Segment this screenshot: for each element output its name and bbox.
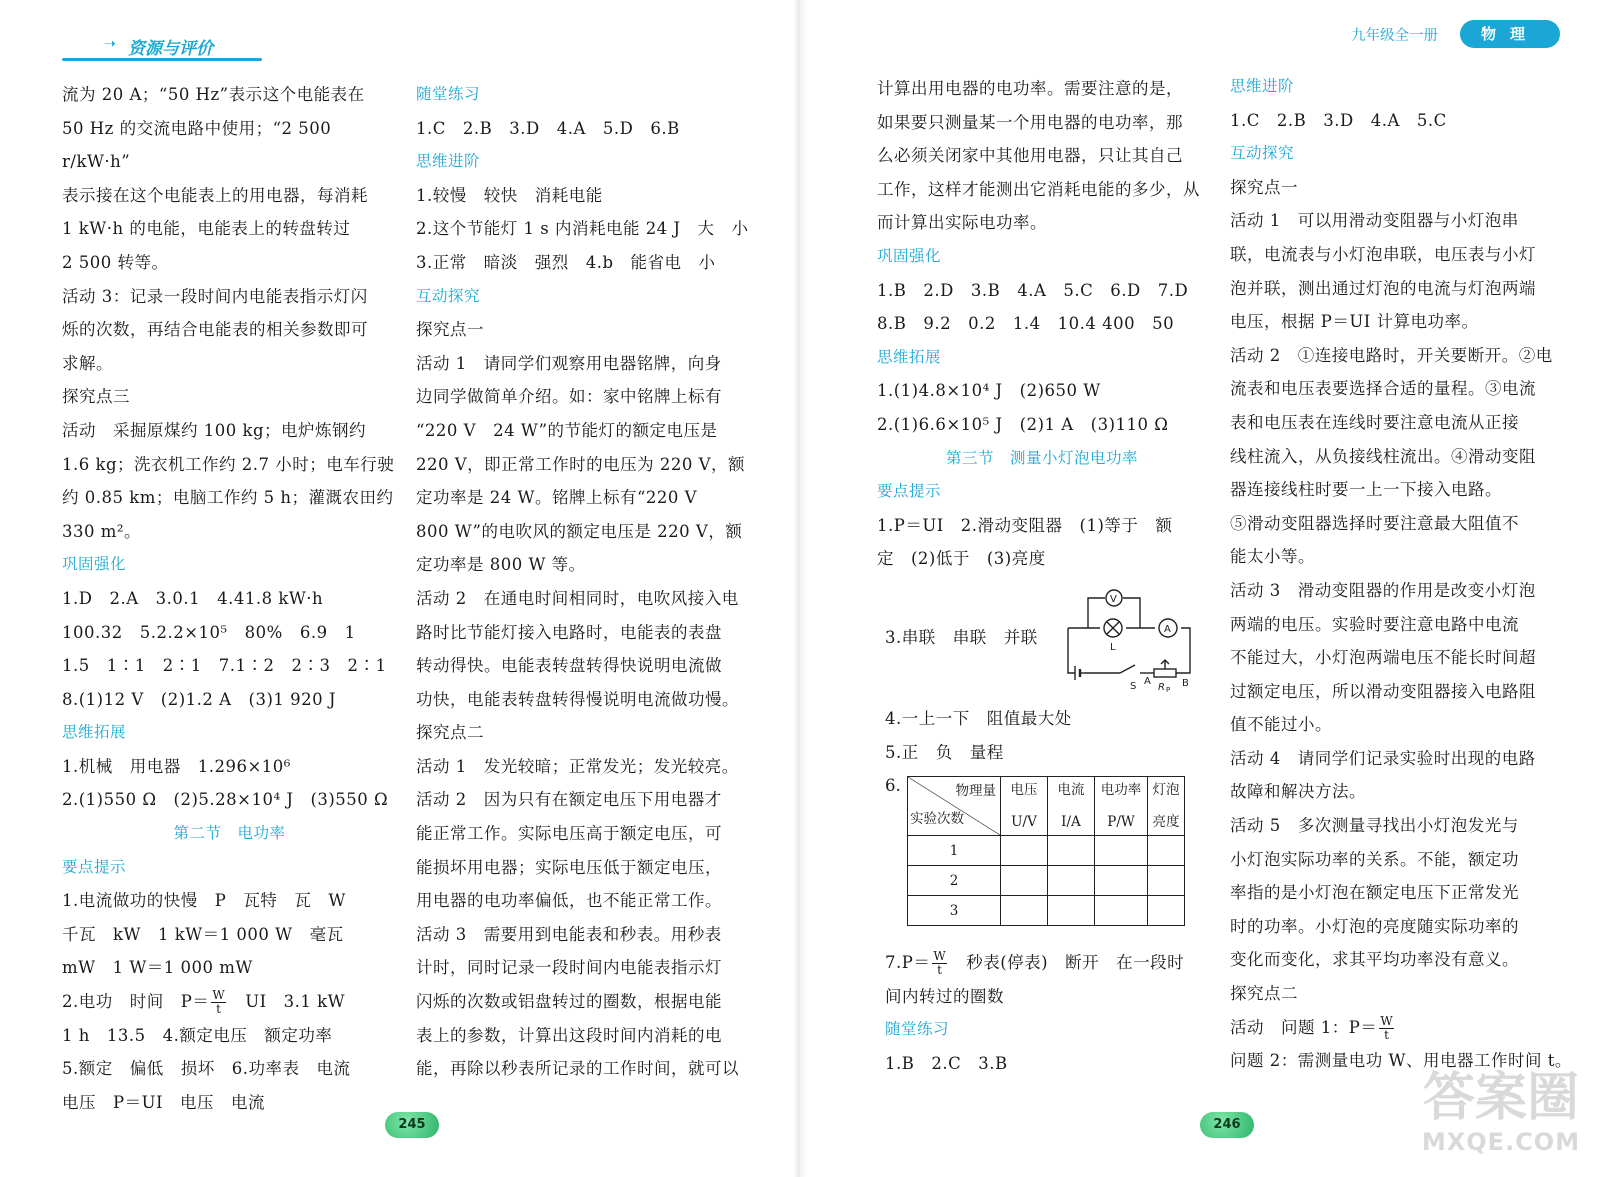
section-heading: 思维进阶 <box>1230 77 1295 95</box>
section-heading: 互动探究 <box>1230 144 1295 163</box>
text-line: 活动 4 请同学们记录实验时出现的电路 <box>1230 748 1536 768</box>
text-line: 活动 2 在通电时间相同时，电吹风接入电 <box>416 588 739 608</box>
text-line: 约 0.85 km；电脑工作约 5 h；灌溉农田约 <box>62 488 394 508</box>
text-line: 探究点二 <box>1230 984 1298 1004</box>
section-heading: 思维进阶 <box>416 152 481 171</box>
text-line: 探究点二 <box>416 723 484 743</box>
text-line: 表示接在这个电能表上的用电器，每消耗 <box>62 185 368 205</box>
table-row: 3 <box>908 896 1185 926</box>
section-heading: 要点提示 <box>877 482 942 501</box>
text-line: 转动得快。电能表转盘转得快说明电流做 <box>416 656 722 676</box>
grade-label: 九年级全一册 <box>1351 28 1438 44</box>
text-line: 能损坏用电器；实际电压低于额定电压， <box>416 857 722 877</box>
text-line: 1.(1)4.8×10⁴ J (2)650 W <box>877 381 1101 401</box>
table-header-cell: 灯泡 亮度 <box>1148 777 1185 836</box>
text-line: 8.(1)12 V (2)1.2 A (3)1 920 J <box>62 689 337 709</box>
text-line: 探究点一 <box>1230 177 1298 197</box>
text-line: 如果要只测量某一个用电器的电功率，那 <box>877 112 1183 132</box>
text-line: 故障和解决方法。 <box>1230 782 1366 802</box>
text-line: 1.电流做功的快慢 P 瓦特 瓦 W <box>62 891 346 911</box>
text-line: 活动 问题 1：P＝ $\frac{W}{t}$ <box>1230 1013 1394 1042</box>
text-line: 活动 1 请同学们观察用电器铭牌，向身 <box>416 353 722 373</box>
text-line: 1.D 2.A 3.0.1 4.41.8 kW·h <box>62 588 324 608</box>
text-line: 活动 采掘原煤约 100 kg；电炉炼钢约 <box>62 420 367 440</box>
circuit-label-s: S <box>1130 681 1137 692</box>
text-line: 能，再除以秒表所记录的工作时间，就可以 <box>416 1059 739 1079</box>
right-column-1-top <box>877 72 1207 576</box>
rheostat-body <box>1154 669 1176 677</box>
table-row: 2 <box>908 866 1185 896</box>
text-line: 千瓦 kW 1 kW＝1 000 W 毫瓦 <box>62 924 344 944</box>
fraction: $\frac{W}{t}$ <box>212 988 226 1017</box>
text-line: 活动 3：记录一段时间内电能表指示灯闪 <box>62 286 368 306</box>
left-page <box>0 0 795 1177</box>
table-item-number: 6. <box>885 776 901 795</box>
text-line: 1.B 2.C 3.B <box>885 1053 1008 1073</box>
text-line: 电压，根据 P＝UI 计算电功率。 <box>1230 312 1479 332</box>
section-heading: 随堂练习 <box>416 85 481 103</box>
text-line: 时的功率。小灯泡的亮度随实际功率的 <box>1230 916 1519 936</box>
circuit-diagram <box>1060 588 1200 692</box>
text-line: 器连接线柱时要一上一下接入电路。 <box>1230 480 1502 500</box>
page-number-right: 246 <box>1200 1112 1254 1138</box>
subject-badge: 物理 <box>1460 20 1560 48</box>
wire-volt-right <box>1123 598 1140 628</box>
data-table-question <box>885 776 1215 936</box>
wire-left <box>1068 628 1075 673</box>
fraction: $\frac{W}{t}$ <box>933 949 947 977</box>
text-line: 活动 2 ①连接电路时，开关要断开。②电 <box>1230 345 1553 365</box>
text-line: 表上的参数，计算出这段时间内消耗的电 <box>416 1025 722 1045</box>
text-line: 1.较慢 较快 消耗电能 <box>416 185 603 205</box>
text-line: 2.电功 时间 P＝ $\frac{W}{t}$ UI 3.1 kW <box>62 988 346 1017</box>
text-line: 两端的电压。实验时要注意电路中电流 <box>1230 614 1519 634</box>
table-header-cell: 电功率 P/W <box>1095 777 1148 836</box>
text-line: 功快，电能表转盘转得慢说明电流做功慢。 <box>416 689 739 709</box>
left-column-2 <box>416 78 756 1086</box>
text-line: 电压 P＝UI 电压 电流 <box>62 1092 266 1112</box>
text-line: 1.机械 用电器 1.296×10⁶ <box>62 756 291 776</box>
right-column-1-mid <box>885 702 1215 769</box>
section-heading: 互动探究 <box>416 286 481 305</box>
text-line: 5.正 负 量程 <box>885 742 1004 762</box>
text-line: 表和电压表在连线时要注意电流从正接 <box>1230 412 1519 432</box>
right-page <box>805 0 1600 1177</box>
text-line: 探究点一 <box>416 320 484 340</box>
text-line: 3.正常 暗淡 强烈 4.b 能省电 小 <box>416 252 716 272</box>
diag-bottom-label: 实验次数 <box>910 811 964 827</box>
text-line: 而计算出实际电功率。 <box>877 213 1047 233</box>
text-line: 2.(1)6.6×10⁵ J (2)1 A (3)110 Ω <box>877 414 1169 434</box>
text-line: 用电器的电功率偏低，也不能正常工作。 <box>416 891 722 911</box>
diag-top-label: 物理量 <box>955 783 996 799</box>
left-column-1 <box>62 78 397 1119</box>
text-line: 闪烁的次数或铝盘转过的圈数，根据电能 <box>416 992 722 1012</box>
text-line: 定功率是 24 W。铭牌上标有“220 V <box>416 488 698 508</box>
text-line: 5.额定 偏低 损坏 6.功率表 电流 <box>62 1059 351 1079</box>
section-heading: 思维拓展 <box>62 723 127 742</box>
switch-blade <box>1120 665 1135 673</box>
section-heading: 随堂练习 <box>885 1020 950 1039</box>
text-line: 路时比节能灯接入电路时，电能表的表盘 <box>416 622 722 642</box>
text-line: 联，电流表与小灯泡串联，电压表与小灯 <box>1230 244 1536 264</box>
circuit-label-rp-sub: P <box>1166 686 1171 692</box>
text-line: 探究点三 <box>62 387 130 407</box>
text-line: 活动 5 多次测量寻找出小灯泡发光与 <box>1230 816 1519 836</box>
fraction: $\frac{W}{t}$ <box>1380 1013 1394 1042</box>
text-line: 求解。 <box>62 353 113 373</box>
text-line: 流表和电压表要选择合适的量程。③电流 <box>1230 379 1536 399</box>
text-line: 330 m²。 <box>62 521 141 541</box>
circuit-label-a: A <box>1164 624 1171 635</box>
text-line: 1.B 2.D 3.B 4.A 5.C 6.D 7.D <box>877 280 1189 300</box>
text-line: 线柱流入，从负接线柱流出。④滑动变阻 <box>1230 446 1536 466</box>
section-heading: 巩固强化 <box>877 246 942 265</box>
text-line: 计时，同时记录一段时间内电能表指示灯 <box>416 958 722 978</box>
text-line: 2.这个节能灯 1 s 内消耗电能 24 J 大 小 <box>416 219 749 239</box>
text-line: 活动 2 因为只有在额定电压下用电器才 <box>416 790 722 810</box>
table-row: 1 <box>908 836 1185 866</box>
text-line: 活动 1 可以用滑动变阻器与小灯泡串 <box>1230 211 1519 231</box>
wire-volt-left <box>1088 598 1105 628</box>
header-left <box>62 34 272 64</box>
text-line: 50 Hz 的交流电路中使用；“2 500 r/kW·h” <box>62 118 337 172</box>
text-line: 定 (2)低于 (3)亮度 <box>877 549 1046 569</box>
text-line: 计算出用电器的电功率。需要注意的是， <box>877 79 1183 98</box>
book-series-title: 资源与评价 <box>128 39 213 59</box>
text-line: 问题 2：需测量电功 W、用电器工作时间 t。 <box>1230 1051 1572 1071</box>
text-line: 率指的是小灯泡在额定电压下正常发光 <box>1230 883 1519 903</box>
chapter-heading: 第三节 测量小灯泡电功率 <box>945 448 1138 467</box>
table-header-cell: 电压 U/V <box>1001 777 1048 836</box>
text-line: 1.C 2.B 3.D 4.A 5.D 6.B <box>416 118 680 138</box>
text-line: 么必须关闭家中其他用电器，只让其自己 <box>877 146 1183 166</box>
text-line: 1 kW·h 的电能，电能表上的转盘转过 <box>62 219 351 239</box>
text-line: 泡并联，测出通过灯泡的电流与灯泡两端 <box>1230 278 1536 298</box>
text-line: 220 V，即正常工作时的电压为 220 V，额 <box>416 454 746 474</box>
circuit-label-b: B <box>1182 678 1189 689</box>
circuit-question <box>885 588 1215 698</box>
text-line: 定功率是 800 W 等。 <box>416 555 586 575</box>
circuit-label-v: V <box>1110 594 1117 605</box>
measurement-table <box>907 776 1185 926</box>
text-line: 小灯泡实际功率的关系。不能，额定功 <box>1230 849 1519 869</box>
section-heading: 要点提示 <box>62 857 127 876</box>
text-line: 能正常工作。实际电压高于额定电压，可 <box>416 824 722 844</box>
circuit-label-rp: R <box>1158 682 1165 692</box>
right-column-1-bottom <box>885 946 1215 1080</box>
text-line: 2 500 转等。 <box>62 252 169 272</box>
text-line: 值不能过小。 <box>1230 715 1332 735</box>
table-diag-header <box>908 777 1001 836</box>
circuit-label-sa: A <box>1144 676 1151 687</box>
text-line: mW 1 W＝1 000 mW <box>62 958 253 978</box>
section-heading: 思维拓展 <box>877 347 942 366</box>
text-line: 1.5 1∶1 2∶1 7.1∶2 2∶3 2∶1 <box>62 656 387 676</box>
circuit-answer-text: 3.串联 串联 并联 <box>885 628 1038 647</box>
text-line: 流为 20 A；“50 Hz”表示这个电能表在 <box>62 85 365 104</box>
text-line: ⑤滑动变阻器选择时要注意最大阻值不 <box>1230 513 1519 533</box>
text-line: 100.32 5.2.2×10⁵ 80% 6.9 1 <box>62 622 356 642</box>
text-line: 过额定电压，所以滑动变阻器接入电路阻 <box>1230 681 1536 701</box>
right-column-2 <box>1230 70 1580 1078</box>
text-line: 烁的次数，再结合电能表的相关参数即可 <box>62 320 368 340</box>
text-line: 变化而变化，求其平均功率没有意义。 <box>1230 950 1519 970</box>
text-line: 活动 1 发光较暗；正常发光；发光较亮。 <box>416 756 739 776</box>
text-line: 800 W”的电吹风的额定电压是 220 V，额 <box>416 521 743 541</box>
text-line: 间内转过的圈数 <box>885 986 1004 1006</box>
text-line: “220 V 24 W”的节能灯的额定电压是 <box>416 420 718 440</box>
text-line: 活动 3 滑动变阻器的作用是改变小灯泡 <box>1230 580 1536 600</box>
text-line: 2.(1)550 Ω (2)5.28×10⁴ J (3)550 Ω <box>62 790 389 810</box>
text-line: 1.6 kg；洗衣机工作约 2.7 小时；电车行驶 <box>62 454 395 474</box>
text-line: 活动 3 需要用到电能表和秒表。用秒表 <box>416 924 722 944</box>
text-line: 不能过大，小灯泡两端电压不能长时间超 <box>1230 648 1536 668</box>
circuit-label-l: L <box>1110 642 1116 653</box>
arrow-icon: ➝ <box>104 36 116 52</box>
chapter-heading: 第二节 电功率 <box>173 824 286 843</box>
text-line: 1 h 13.5 4.额定电压 额定功率 <box>62 1025 333 1045</box>
table-header-cell: 电流 I/A <box>1048 777 1095 836</box>
page-number-left: 245 <box>385 1112 439 1138</box>
text-line: 7.P＝ $\frac{W}{t}$ 秒表(停表) 断开 在一段时 <box>885 949 1185 977</box>
text-line: 1.C 2.B 3.D 4.A 5.C <box>1230 110 1447 130</box>
text-line: 4.一上一下 阻值最大处 <box>885 709 1072 728</box>
section-heading: 巩固强化 <box>62 555 127 574</box>
site-watermark: 答案圈 MXQE.COM <box>1421 1068 1581 1156</box>
text-line: 边同学做简单介绍。如：家中铭牌上标有 <box>416 387 722 407</box>
text-line: 工作，这样才能测出它消耗电能的多少，从 <box>877 179 1200 199</box>
wire-right <box>1176 628 1190 673</box>
text-line: 能太小等。 <box>1230 547 1315 567</box>
text-line: 1.P＝UI 2.滑动变阻器 (1)等于 额 <box>877 515 1173 535</box>
text-line: 8.B 9.2 0.2 1.4 10.4 400 50 <box>877 314 1175 334</box>
